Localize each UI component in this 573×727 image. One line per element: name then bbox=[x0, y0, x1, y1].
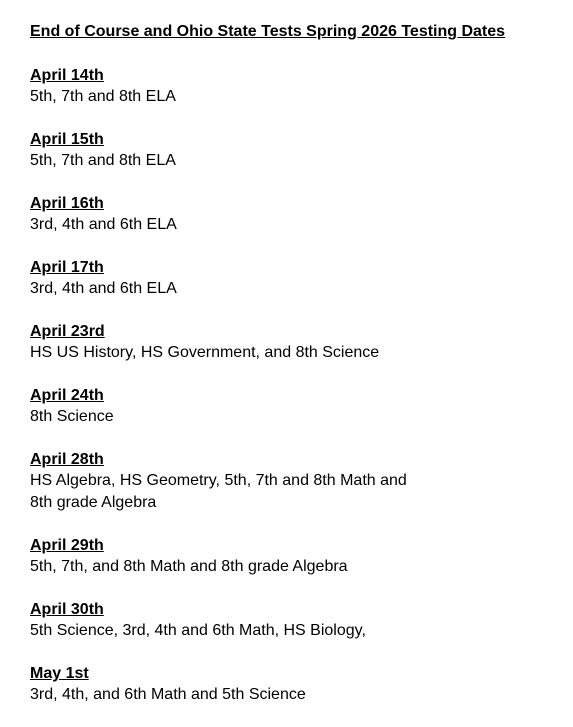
test-date: April 28th bbox=[30, 451, 104, 468]
test-date-entry bbox=[30, 449, 550, 514]
test-date-entry bbox=[30, 193, 550, 236]
document-page bbox=[30, 22, 550, 727]
test-date: April 29th bbox=[30, 537, 104, 554]
test-date-entry bbox=[30, 663, 550, 706]
test-date: April 15th bbox=[30, 131, 104, 148]
test-date: April 14th bbox=[30, 67, 104, 84]
test-description: 8th Science bbox=[30, 408, 114, 425]
test-date-entry bbox=[30, 535, 550, 578]
test-description: 5th, 7th and 8th ELA bbox=[30, 88, 176, 105]
test-description: HS US History, HS Government, and 8th Science bbox=[30, 344, 380, 361]
test-date-entry bbox=[30, 599, 550, 642]
test-description: HS Algebra, HS Geometry, 5th, 7th and 8th Math and 8th grade Algebra bbox=[30, 472, 407, 511]
test-date-entry bbox=[30, 257, 550, 300]
test-description: 3rd, 4th, and 6th Math and 5th Science bbox=[30, 686, 306, 703]
test-date-entry bbox=[30, 385, 550, 428]
test-description: 3rd, 4th and 6th ELA bbox=[30, 216, 177, 233]
test-date-entry bbox=[30, 65, 550, 108]
test-date: April 16th bbox=[30, 195, 104, 212]
test-date-entry bbox=[30, 321, 550, 364]
test-date: May 1st bbox=[30, 665, 89, 682]
test-date: April 30th bbox=[30, 601, 104, 618]
test-date: April 24th bbox=[30, 387, 104, 404]
test-description: 5th, 7th and 8th ELA bbox=[30, 152, 176, 169]
test-date-entry bbox=[30, 129, 550, 172]
document-title: End of Course and Ohio State Tests Spring 2026 Testing Dates bbox=[30, 23, 506, 40]
test-date: April 23rd bbox=[30, 323, 105, 340]
test-description: 3rd, 4th and 6th ELA bbox=[30, 280, 177, 297]
test-description: 5th Science, 3rd, 4th and 6th Math, HS Biology, bbox=[30, 622, 366, 639]
test-description: 5th, 7th, and 8th Math and 8th grade Algebra bbox=[30, 558, 348, 575]
test-date: April 17th bbox=[30, 259, 104, 276]
